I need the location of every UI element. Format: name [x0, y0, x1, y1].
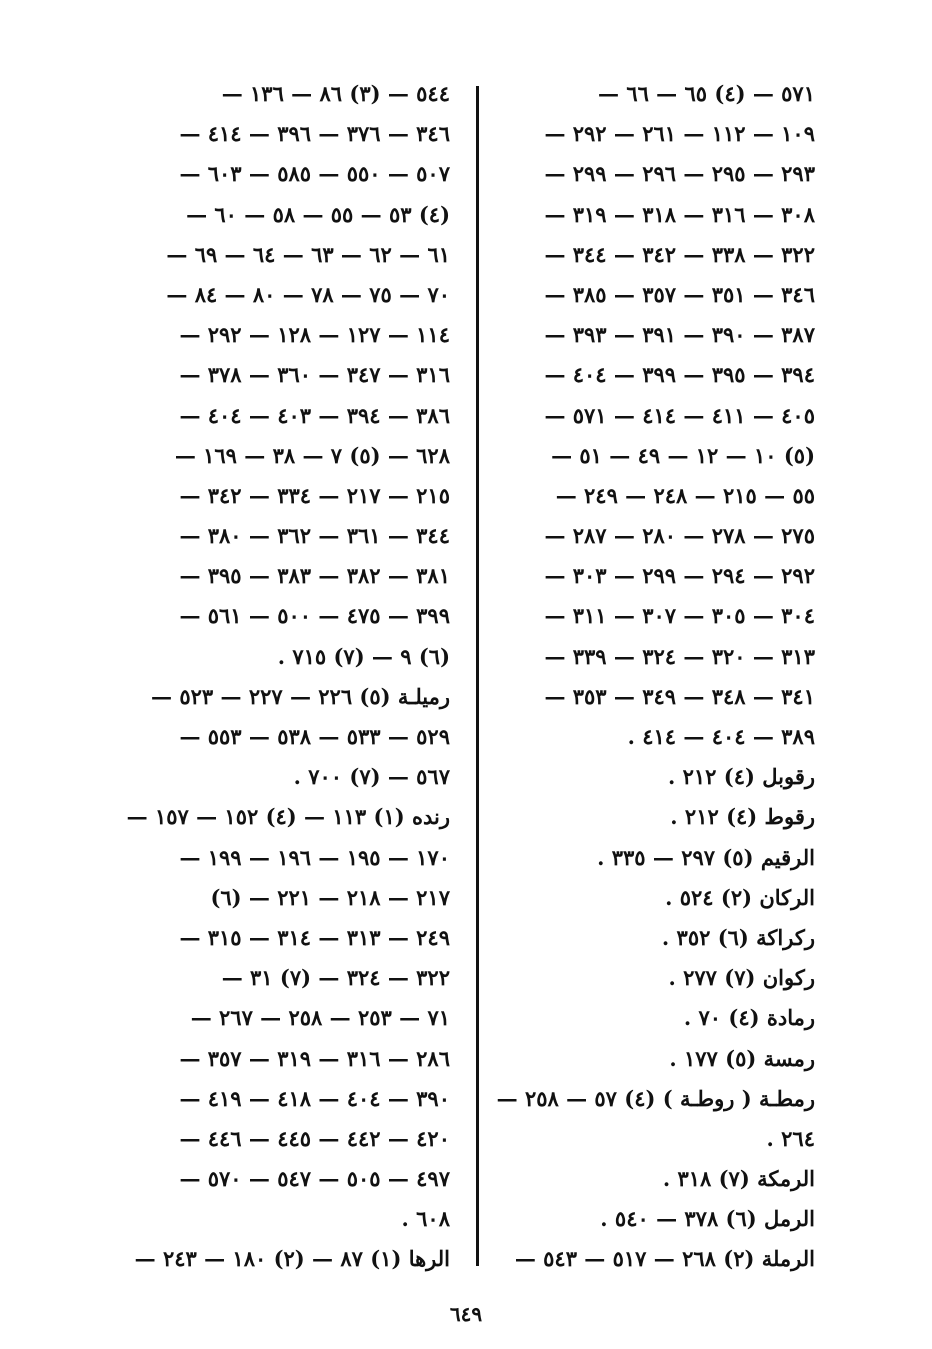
index-line: ٣٨٦ — ٣٩٤ — ٤٠٣ — ٤٠٤ — [179, 402, 450, 428]
index-line: ٢٦٤ . [766, 1125, 815, 1151]
index-line: ٦٢٨ — (٥) ٧ — ٣٨ — ١٦٩ — [174, 442, 450, 468]
index-line: ٥٠٧ — ٥٥٠ — ٥٨٥ — ٦٠٣ — [179, 161, 450, 187]
index-line: رميلـة (٥) ٢٢٦ — ٢٢٧ — ٥٢٣ — [151, 683, 450, 709]
index-line: رمادة (٤) ٧٠ . [683, 1005, 815, 1031]
index-line: ٧١ — ٢٥٣ — ٢٥٨ — ٢٦٧ — [190, 1005, 450, 1031]
index-line: ١٧٠ — ١٩٥ — ١٩٦ — ١٩٩ — [179, 844, 450, 870]
index-line: ٣٨١ — ٣٨٢ — ٣٨٣ — ٣٩٥ — [179, 563, 450, 589]
index-line: الركان (٢) ٥٢٤ . [665, 884, 815, 910]
index-line: ٣٢٢ — ٣٢٤ — (٧) ٣١ — [221, 965, 450, 991]
index-line: الرمل (٦) ٣٧٨ — ٥٤٠ . [600, 1206, 815, 1232]
index-line: ٣٤٦ — ٣٧٦ — ٣٩٦ — ٤١٤ — [179, 121, 450, 147]
index-line: ٢٧٥ — ٢٧٨ — ٢٨٠ — ٢٨٧ — [544, 523, 815, 549]
index-line: ٣٤١ — ٣٤٨ — ٣٤٩ — ٣٥٣ — [544, 683, 815, 709]
index-line: ٥٧١ — (٤) ٦٥ — ٦٦ — [598, 81, 815, 106]
index-line: الرملة (٢) ٢٦٨ — ٥١٧ — ٥٤٣ — [514, 1246, 815, 1272]
index-line: ركراكة (٦) ٣٥٢ . [661, 924, 815, 950]
index-line: ٢٨٦ — ٣١٦ — ٣١٩ — ٣٥٧ — [179, 1045, 450, 1071]
index-line: ١١٤ — ١٢٧ — ١٢٨ — ٢٩٢ — [179, 322, 450, 348]
index-line: ٤٢٠ — ٤٤٢ — ٤٤٥ — ٤٤٦ — [179, 1125, 450, 1151]
index-line: (٦) ٩ — (٧) ٧١٥ . [277, 643, 450, 669]
index-line: ٣٩٩ — ٤٧٥ — ٥٠٠ — ٥٦١ — [179, 603, 450, 629]
index-line: ٣٢٢ — ٣٣٨ — ٣٤٢ — ٣٤٤ — [544, 241, 815, 267]
index-line: (٥) ١٠ — ١٢ — ٤٩ — ٥١ — [551, 442, 815, 468]
index-line: رنده (١) ١١٣ — (٤) ١٥٢ — ١٥٧ — [126, 804, 450, 830]
index-line: ٤٩٧ — ٥٠٥ — ٥٤٧ — ٥٧٠ — [179, 1166, 450, 1192]
index-line: ٣٤٤ — ٣٦١ — ٣٦٢ — ٣٨٠ — [179, 523, 450, 549]
index-line: ركوان (٧) ٢٧٧ . [668, 965, 815, 991]
index-line: ٣٠٨ — ٣١٦ — ٣١٨ — ٣١٩ — [544, 201, 815, 227]
index-line: ٢١٧ — ٢١٨ — ٢٢١ — (٦) [210, 884, 450, 910]
index-line: ٢٩٣ — ٢٩٥ — ٢٩٦ — ٢٩٩ — [544, 161, 815, 187]
index-line: ٧٠ — ٧٥ — ٧٨ — ٨٠ — ٨٤ — [166, 281, 450, 307]
index-line: ٢١٥ — ٢١٧ — ٣٣٤ — ٣٤٢ — [179, 482, 450, 508]
index-line: ٣٨٩ — ٤٠٤ — ٤١٤ . [627, 724, 815, 749]
index-column-right [496, 74, 815, 1280]
index-line: (٤) ٥٣ — ٥٥ — ٥٨ — ٦٠ — [186, 201, 450, 227]
index-line: الرقيم (٥) ٢٩٧ — ٣٣٥ . [597, 844, 815, 870]
index-line: ٦١ — ٦٢ — ٦٣ — ٦٤ — ٦٩ — [166, 241, 450, 267]
index-line: ٥٢٩ — ٥٣٣ — ٥٣٨ — ٥٥٣ — [179, 724, 450, 749]
index-line: ٣٠٤ — ٣٠٥ — ٣٠٧ — ٣١١ — [544, 603, 815, 629]
index-line: ٤٠٥ — ٤١١ — ٤١٤ — ٥٧١ — [544, 402, 815, 428]
index-line: ٢٤٩ — ٣١٣ — ٣١٤ — ٣١٥ — [179, 924, 450, 950]
index-line: رمسة (٥) ١٧٧ . [669, 1045, 815, 1071]
index-line: ٣٩٤ — ٣٩٥ — ٣٩٩ — ٤٠٤ — [544, 362, 815, 388]
index-line: ٣١٦ — ٣٤٧ — ٣٦٠ — ٣٧٨ — [179, 362, 450, 388]
index-line: ٣٩٠ — ٤٠٤ — ٤١٨ — ٤١٩ — [179, 1085, 450, 1111]
index-line: ٥٦٧ — (٧) ٧٠٠ . [293, 764, 450, 790]
index-line: ٣٨٧ — ٣٩٠ — ٣٩١ — ٣٩٣ — [544, 322, 815, 348]
index-column-left [100, 74, 450, 1280]
column-divider [476, 86, 479, 1266]
page-number: ٦٤٩ [449, 1302, 483, 1326]
index-line: ٣٤٦ — ٣٥١ — ٣٥٧ — ٣٨٥ — [544, 281, 815, 307]
index-line: ٢٩٢ — ٢٩٤ — ٢٩٩ — ٣٠٣ — [544, 563, 815, 589]
index-line: ٥٥ — ٢١٥ — ٢٤٨ — ٢٤٩ — [555, 482, 815, 508]
index-line: الرمكة (٧) ٣١٨ . [662, 1166, 815, 1192]
index-line: ٦٠٨ . [401, 1206, 450, 1232]
index-line: الرها (١) ٨٧ — (٢) ١٨٠ — ٢٤٣ — [134, 1246, 450, 1272]
index-line: رقوبل (٤) ٢١٢ . [667, 764, 815, 790]
index-line: ٥٤٤ — (٣) ٨٦ — ١٣٦ — [221, 81, 450, 106]
index-line: ٣١٣ — ٣٢٠ — ٣٢٤ — ٣٣٩ — [544, 643, 815, 669]
index-line: ١٠٩ — ١١٢ — ٢٦١ — ٢٩٢ — [544, 121, 815, 147]
index-line: رمطـة ( روطـة ) (٤) ٥٧ — ٢٥٨ — [496, 1085, 815, 1111]
index-line: رقوط (٤) ٢١٢ . [670, 804, 815, 830]
